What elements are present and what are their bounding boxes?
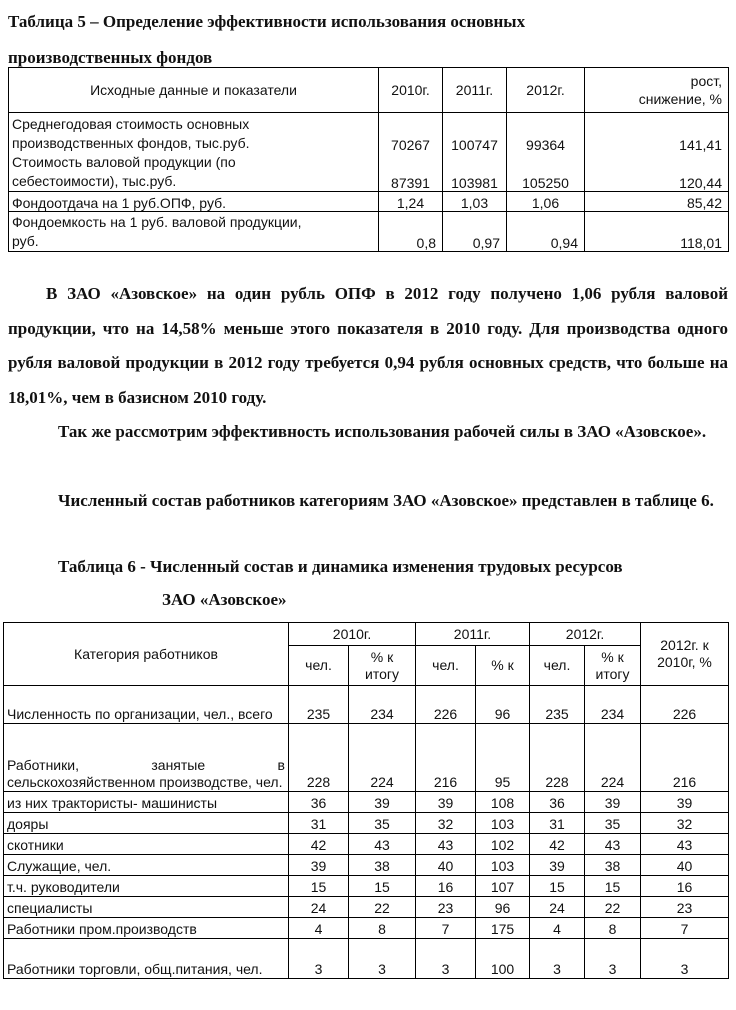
- table6-cell: 38: [585, 855, 641, 876]
- table6-row-label: т.ч. руководители: [4, 876, 289, 897]
- table-row: [9, 211, 729, 251]
- table5-cell: 0,94: [507, 211, 585, 251]
- table6-cell: 15: [530, 876, 585, 897]
- table6-cell: 3: [641, 939, 729, 979]
- table5-caption-line1: Таблица 5 – Определение эффективности использования основных: [8, 12, 526, 31]
- table5-cell: 120,44: [585, 153, 729, 192]
- table6-row-label: Работники пром.производств: [4, 918, 289, 939]
- table-row: [9, 153, 729, 192]
- table5-header-2012: 2012г.: [507, 68, 585, 113]
- table5-header-change: [585, 68, 729, 113]
- table6-header-pct-total-line1: % к: [601, 648, 624, 665]
- table5-row-label: [9, 153, 379, 192]
- table-row: [4, 855, 729, 876]
- table6-row-label: из них трактористы- машинисты: [4, 792, 289, 813]
- table5-row-label: [9, 211, 379, 251]
- table6-cell: 216: [416, 724, 476, 792]
- table6-cell: 43: [585, 834, 641, 855]
- table5-row-label: [9, 113, 379, 153]
- paragraph-2: [8, 415, 728, 450]
- table5-row-label-line1: Стоимость валовой продукции (по: [12, 153, 236, 170]
- table-row: [4, 686, 729, 724]
- table6-cell: 43: [349, 834, 416, 855]
- table6-header-people: чел.: [289, 646, 349, 686]
- table6-cell: 96: [476, 686, 530, 724]
- table6-cell: 228: [289, 724, 349, 792]
- table5: [8, 67, 729, 252]
- table5-cell: 0,97: [443, 211, 507, 251]
- table6-cell: 175: [476, 918, 530, 939]
- table6-cell: 103: [476, 855, 530, 876]
- table5-cell: 0,8: [379, 211, 443, 251]
- table6-cell: 16: [641, 876, 729, 897]
- table6-cell: 3: [585, 939, 641, 979]
- table6-cell: 3: [349, 939, 416, 979]
- paragraph-2-text: Так же рассмотрим эффективность использования рабочей силы в ЗАО «Азовское».: [58, 422, 707, 441]
- table-row: [4, 897, 729, 918]
- table5-cell: 100747: [443, 113, 507, 153]
- table6-header-row: [4, 623, 729, 646]
- table5-row-label-line1: Среднегодовая стоимость основных: [12, 115, 250, 132]
- table6-header-pct-total-line2: итогу: [365, 665, 399, 682]
- table6-cell: 39: [289, 855, 349, 876]
- table6-cell: 43: [641, 834, 729, 855]
- table6-cell: 95: [476, 724, 530, 792]
- table5-cell: 1,24: [379, 191, 443, 211]
- table-row: [4, 813, 729, 834]
- table5-row-label-line2: себестоимости), тыс.руб.: [12, 172, 177, 189]
- table5-cell: 118,01: [585, 211, 729, 251]
- table6-cell: 23: [416, 897, 476, 918]
- table-row: [9, 113, 729, 153]
- table6-cell: 40: [641, 855, 729, 876]
- table6-cell: 100: [476, 939, 530, 979]
- table6-cell: 23: [641, 897, 729, 918]
- table6-cell: 39: [416, 792, 476, 813]
- table-row: [4, 792, 729, 813]
- table6-cell: 39: [349, 792, 416, 813]
- table-row: [9, 191, 729, 211]
- table6-cell: 40: [416, 855, 476, 876]
- table6-cell: 226: [416, 686, 476, 724]
- table6-cell: 224: [585, 724, 641, 792]
- table6-cell: 39: [641, 792, 729, 813]
- table6-cell: 103: [476, 813, 530, 834]
- table6-header-pct: % к: [476, 646, 530, 686]
- table6-header-2010: 2010г.: [289, 623, 416, 646]
- table6-cell: 39: [585, 792, 641, 813]
- table6-cell: 7: [641, 918, 729, 939]
- table5-header-2010: 2010г.: [379, 68, 443, 113]
- table6-cell: 24: [289, 897, 349, 918]
- table5-cell: 85,42: [585, 191, 729, 211]
- table6-cell: 15: [585, 876, 641, 897]
- table6-cell: 228: [530, 724, 585, 792]
- table6-cell: 108: [476, 792, 530, 813]
- table6-cell: 35: [349, 813, 416, 834]
- table6-cell: 43: [416, 834, 476, 855]
- table6-header-pct-total-line2: итогу: [595, 665, 630, 682]
- table5-header-indicator: Исходные данные и показатели: [9, 68, 379, 113]
- table6-cell: 102: [476, 834, 530, 855]
- table6-cell: 234: [349, 686, 416, 724]
- table5-row-label-line2: производственных фондов, тыс.руб.: [12, 134, 250, 151]
- table5-cell: 1,06: [507, 191, 585, 211]
- table5-header-change-line1: рост,: [690, 73, 722, 89]
- table5-cell: 105250: [507, 153, 585, 192]
- paragraph-1-text: В ЗАО «Азовское» на один рубль ОПФ в 2012 году получено 1,06 рубля валовой продукции, что на 14,58% меньше этого показателя в 2010 году. Для производства одного рубля валовой продукции в 2012 году требуется 0,94 рубля основных средств, что больше на 18,01%, чем в базисном 2010 году.: [8, 284, 728, 407]
- paragraph-3-text: Численный состав работников категориям ЗАО «Азовское» представлен в таблице 6.: [58, 491, 714, 510]
- table6-caption-line1: Таблица 6 - Численный состав и динамика изменения трудовых ресурсов: [58, 557, 623, 576]
- table5-cell: 103981: [443, 153, 507, 192]
- table6-header-pct-total: [349, 646, 416, 686]
- table6-header-people: чел.: [416, 646, 476, 686]
- table6-cell: 22: [349, 897, 416, 918]
- table6-cell: 107: [476, 876, 530, 897]
- table6-cell: 224: [349, 724, 416, 792]
- table6-header-2011: 2011г.: [416, 623, 530, 646]
- table5-caption-line2: производственных фондов: [8, 48, 213, 67]
- table-row: [4, 876, 729, 897]
- table5-cell: 1,03: [443, 191, 507, 211]
- table6-row-label: дояры: [4, 813, 289, 834]
- paragraph-1: [8, 277, 728, 415]
- table6-cell: 22: [585, 897, 641, 918]
- table6-cell: 96: [476, 897, 530, 918]
- table5-cell: 70267: [379, 113, 443, 153]
- table6-cell: 15: [349, 876, 416, 897]
- table6-cell: 4: [289, 918, 349, 939]
- table6-cell: 7: [416, 918, 476, 939]
- table6-cell: 226: [641, 686, 729, 724]
- table6-cell: 24: [530, 897, 585, 918]
- table6-body: [4, 686, 729, 979]
- table6-cell: 234: [585, 686, 641, 724]
- table6-row-label: специалисты: [4, 897, 289, 918]
- table5-row-label-line2: руб.: [12, 232, 39, 249]
- table6-cell: 35: [585, 813, 641, 834]
- table-row: [4, 918, 729, 939]
- table-row: [4, 834, 729, 855]
- table6-cell: 3: [416, 939, 476, 979]
- table6-cell: 8: [585, 918, 641, 939]
- table6-header-ratio-line2: 2010г, %: [657, 654, 712, 670]
- table6-row-label: Работники, занятые в сельскохозяйственном производстве, чел.: [4, 724, 289, 792]
- table6-cell: 36: [530, 792, 585, 813]
- table6-cell: 31: [289, 813, 349, 834]
- table5-header-change-line2: снижение, %: [638, 91, 722, 107]
- table6-row-label: Работники торговли, общ.питания, чел.: [4, 939, 289, 979]
- table6-cell: 31: [530, 813, 585, 834]
- table6-row-label: скотники: [4, 834, 289, 855]
- table6-header-pct-total-line1: % к: [370, 648, 394, 665]
- paragraph-3: [8, 484, 728, 519]
- table6-header-ratio-line1: 2012г. к: [660, 637, 709, 653]
- table6-cell: 3: [289, 939, 349, 979]
- table-row: [4, 724, 729, 792]
- table5-cell: 99364: [507, 113, 585, 153]
- table6-cell: 216: [641, 724, 729, 792]
- table6-header-pct-total: [585, 646, 641, 686]
- table6-cell: 38: [349, 855, 416, 876]
- table6-header-people: чел.: [530, 646, 585, 686]
- table6-cell: 32: [641, 813, 729, 834]
- table6-row-label: Численность по организации, чел., всего: [4, 686, 289, 724]
- table6-cell: 32: [416, 813, 476, 834]
- table6-cell: 36: [289, 792, 349, 813]
- table6-header-2012: 2012г.: [530, 623, 641, 646]
- table5-row-label-line1: Фондоемкость на 1 руб. валовой продукции,: [12, 213, 302, 230]
- table6-caption-line2: ЗАО «Азовское»: [162, 590, 287, 609]
- table6-cell: 3: [530, 939, 585, 979]
- table5-cell: 87391: [379, 153, 443, 192]
- table6-cell: 235: [289, 686, 349, 724]
- table6-header-category: Категория работников: [4, 623, 289, 686]
- table6: [3, 622, 729, 979]
- table6-header-ratio: [641, 623, 729, 686]
- table5-header-2011: 2011г.: [443, 68, 507, 113]
- table5-cell: 141,41: [585, 113, 729, 153]
- table6-cell: 39: [530, 855, 585, 876]
- table6-cell: 16: [416, 876, 476, 897]
- table5-row-label: Фондоотдача на 1 руб.ОПФ, руб.: [9, 191, 379, 211]
- table-row: [4, 939, 729, 979]
- table5-header-row: [9, 68, 729, 113]
- table6-cell: 42: [530, 834, 585, 855]
- table5-caption: [8, 4, 728, 76]
- table6-cell: 42: [289, 834, 349, 855]
- table6-cell: 4: [530, 918, 585, 939]
- table6-row-label: Служащие, чел.: [4, 855, 289, 876]
- table6-cell: 15: [289, 876, 349, 897]
- table6-cell: 235: [530, 686, 585, 724]
- table6-cell: 8: [349, 918, 416, 939]
